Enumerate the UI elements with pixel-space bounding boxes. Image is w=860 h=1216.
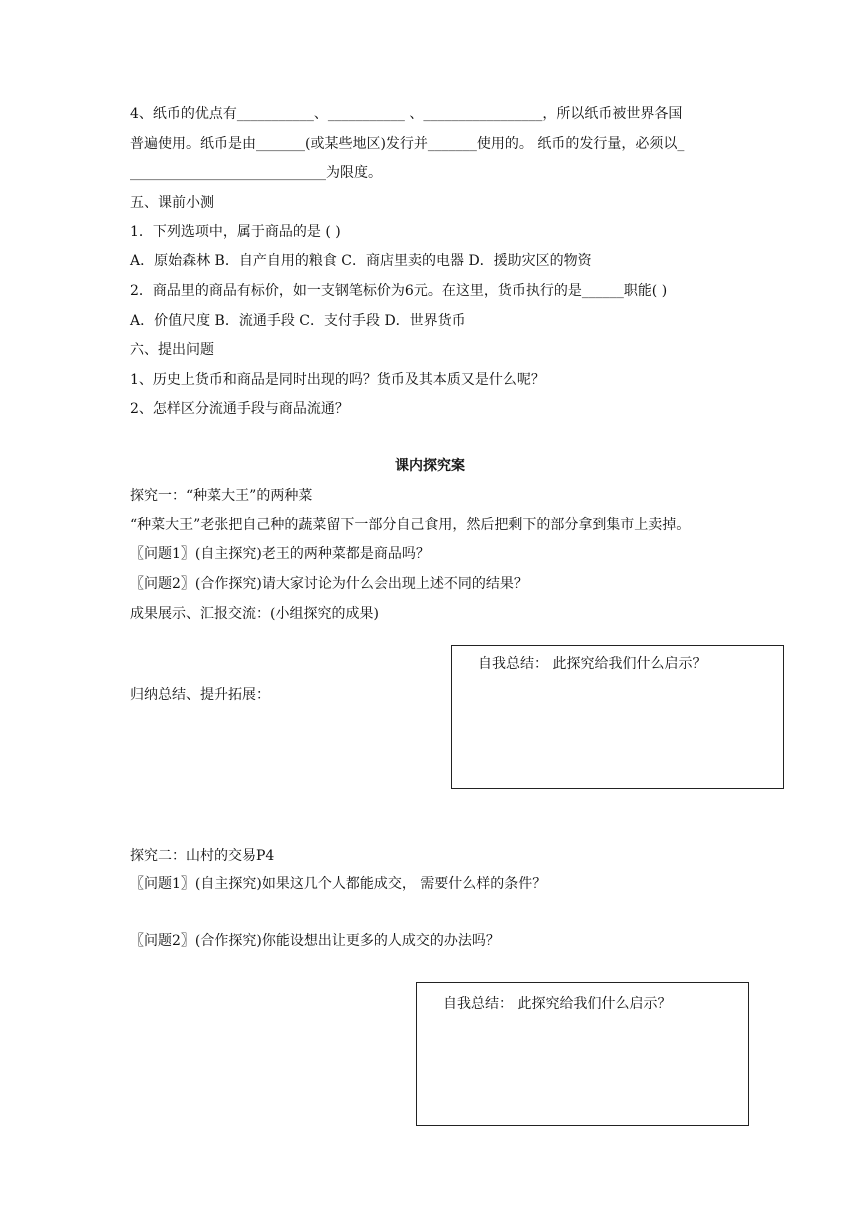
quiz-question-1-options: A．原始森林 B．自产自用的粮食 C．商店里卖的电器 D．援助灾区的物资 [130,253,592,269]
quiz-question-1: 1．下列选项中，属于商品的是 ( ) [130,224,341,240]
section6-heading: 六、提出问题 [130,342,214,358]
quiz-question-2: 2．商品里的商品有标价，如一支钢笔标价为6元。在这里，货币执行的是______职能( ) [130,283,668,299]
explore1-question-2: 〖问题2〗(合作探究)请大家讨论为什么会出现上述不同的结果？ [130,576,528,592]
explore1-results: 成果展示、汇报交流：(小组探究的成果) [130,606,379,622]
explore1-question-1: 〖问题1〗(自主探究)老王的两种菜都是商品吗？ [130,546,430,562]
section5-heading: 五、课前小测 [130,195,214,211]
item4-line3: ____________________________为限度。 [130,165,382,181]
quiz-question-2-options: A．价值尺度 B．流通手段 C．支付手段 D．世界货币 [130,313,466,329]
explore2-question-2: 〖问题2〗(合作探究)你能设想出让更多的人成交的办法吗？ [130,933,500,949]
explore1-summary-label: 归纳总结、提升拓展： [130,687,270,703]
explore1-box-caption: 自我总结： 此探究给我们什么启示？ [478,656,707,672]
explore2-box-caption: 自我总结： 此探究给我们什么启示？ [443,996,672,1012]
explore1-summary-box[interactable] [451,645,784,789]
inclass-title: 课内探究案 [395,458,465,474]
explore1-story: “种菜大王”老张把自己种的蔬菜留下一部分自己食用，然后把剩下的部分拿到集市上卖掉。 [130,517,691,533]
item4-line1: 4、纸币的优点有___________、___________ 、_________________，所以纸币被世界各国 [130,106,683,122]
question-prompt-2: 2、怎样区分流通手段与商品流通？ [130,401,349,417]
explore2-summary-box[interactable] [416,982,749,1126]
question-prompt-1: 1、历史上货币和商品是同时出现的吗？货币及其本质又是什么呢？ [130,372,545,388]
explore2-heading: 探究二：山村的交易P4 [130,848,275,864]
item4-line2: 普遍使用。纸币是由_______(或某些地区)发行并_______使用的。 纸币的发行量，必须以_ [130,136,685,152]
explore1-heading: 探究一：“种菜大王”的两种菜 [130,488,313,504]
explore2-question-1: 〖问题1〗(自主探究)如果这几个人都能成交， 需要什么样的条件？ [130,876,547,892]
